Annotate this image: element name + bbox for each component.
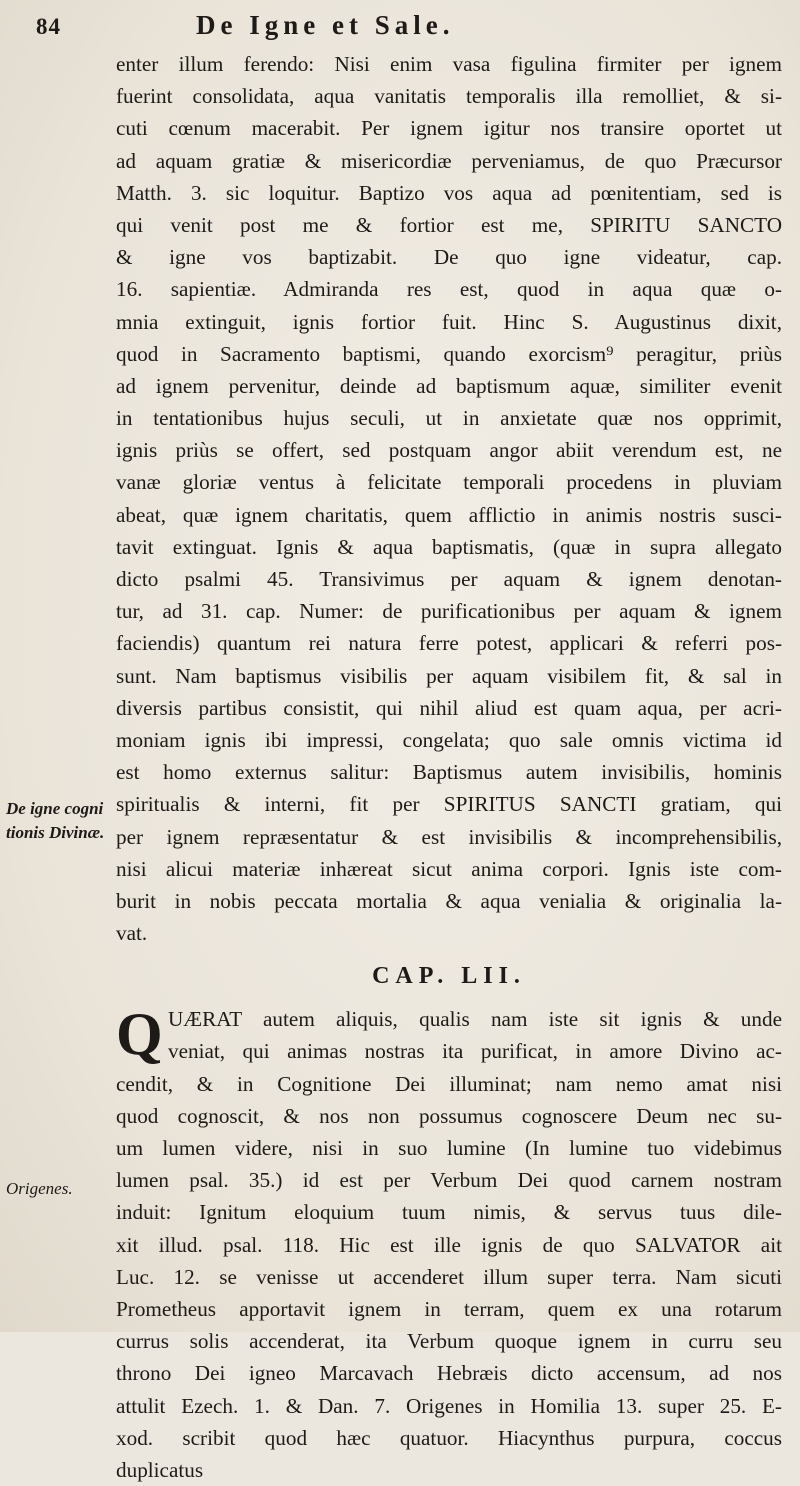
text-line: est homo externus salitur: Baptismus autem invisibilis, hominis xyxy=(116,760,782,785)
drop-capital: Q xyxy=(116,1001,163,1068)
text-line: throno Dei igneo Marcavach Hebræis dicto accensum, ad nos xyxy=(116,1361,782,1386)
text-line: Matth. 3. sic loquitur. Baptizo vos aqua ad pœnitentiam, sed is xyxy=(116,180,782,205)
text-line: vanæ gloriæ ventus à felicitate temporali procedens in pluviam xyxy=(116,470,782,495)
margin-note-origenes: Origenes. xyxy=(6,1179,73,1198)
text-line: induit: Ignitum eloquium tuum nimis, & servus tuus dile- xyxy=(116,1200,782,1225)
text-line: Q UÆRAT autem aliquis, qualis nam iste sit ignis & unde xyxy=(116,1001,782,1068)
margin-note-divine-cognition xyxy=(6,797,114,845)
text-line: nisi alicui materiæ inhæreat sicut anima corpori. Ignis iste com- xyxy=(116,856,782,881)
text-line: ignis priùs se offert, sed postquam angor abiit verendum est, ne xyxy=(116,438,782,463)
text-line: vat. xyxy=(116,921,148,946)
text-line: xit illud. psal. 118. Hic est ille ignis de quo SALVATOR ait xyxy=(116,1232,782,1257)
text-line: diversis partibus consistit, qui nihil aliud est quam aqua, per acri- xyxy=(116,695,782,720)
text-line: faciendis) quantum rei natura ferre potest, applicari & referri pos- xyxy=(116,631,782,656)
text-line: tur, ad 31. cap. Numer: de purificationibus per aquam & ignem xyxy=(116,599,782,624)
text-line: per ignem repræsentatur & est invisibilis & incomprehensibilis, xyxy=(116,824,782,849)
text-line: ad aquam gratiæ & misericordiæ perveniamus, de quo Præcursor xyxy=(116,148,782,173)
text-line: tavit extinguat. Ignis & aqua baptismatis, (quæ in supra allegato xyxy=(116,534,782,559)
text-line: lumen psal. 35.) id est per Verbum Dei quod carnem nostram xyxy=(116,1168,782,1193)
text-line: veniat, qui animas nostras ita purificat, in amore Divino ac- xyxy=(168,1039,782,1064)
text-line: moniam ignis ibi impressi, congelata; quo sale omnis victima id xyxy=(116,727,782,752)
text-line: sunt. Nam baptismus visibilis per aquam visibilem fit, & sal in xyxy=(116,663,782,688)
text-line: quod cognoscit, & nos non possumus cognoscere Deum nec su- xyxy=(116,1103,782,1128)
margin-note-line: tionis Divinæ. xyxy=(6,823,105,842)
paragraph-1 xyxy=(116,48,782,949)
body-text xyxy=(116,48,782,1486)
chapter-title: CAP. LII. xyxy=(372,963,526,990)
text-line: burit in nobis peccata mortalia & aqua venialia & originalia la- xyxy=(116,888,782,913)
page-header xyxy=(36,10,776,44)
text-line: qui venit post me & fortior est me, SPIRITU SANCTO xyxy=(116,212,782,237)
text-line: attulit Ezech. 1. & Dan. 7. Origenes in Homilia 13. super 25. E- xyxy=(116,1393,782,1418)
margin-note-line: De igne cogni xyxy=(6,799,104,818)
text-line: spiritualis & interni, fit per SPIRITUS SANCTI gratiam, qui xyxy=(116,792,782,817)
text-line: duplicatus xyxy=(116,1457,204,1482)
text-line: xod. scribit quod hæc quatuor. Hiacynthus purpura, coccus xyxy=(116,1425,782,1450)
text-line: um lumen videre, nisi in suo lumine (In lumine tuo videbimus xyxy=(116,1136,782,1160)
text-line: enter illum ferendo: Nisi enim vasa figulina firmiter per ignem xyxy=(116,52,782,76)
text-line: cuti cœnum macerabit. Per ignem igitur nos transire oportet ut xyxy=(116,116,782,141)
text-line: ad ignem pervenitur, deinde ad baptismum aquæ, similiter evenit xyxy=(116,373,782,398)
text-line: fuerint consolidata, aqua vanitatis temporalis illa remolliet, & si- xyxy=(116,84,782,109)
text-line: Prometheus apportavit ignem in terram, quem ex una rotarum xyxy=(116,1296,782,1321)
text-line: Luc. 12. se venisse ut accenderet illum super terra. Nam sicuti xyxy=(116,1264,782,1289)
text-line: & igne vos baptizabit. De quo igne videatur, cap. xyxy=(116,245,782,270)
paragraph-2 xyxy=(116,1003,782,1486)
text-line: 16. sapientiæ. Admiranda res est, quod in aqua quæ o- xyxy=(116,277,782,302)
text-line: mnia extinguit, ignis fortior fuit. Hinc S. Augustinus dixit, xyxy=(116,309,782,334)
text-line: cendit, & in Cognitione Dei illuminat; nam nemo amat nisi xyxy=(116,1071,782,1096)
text-line: quod in Sacramento baptismi, quando exorcism⁹ peragitur, priùs xyxy=(116,341,782,366)
text-line: currus solis accenderat, ita Verbum quoque ignem in curru seu xyxy=(116,1329,782,1354)
text-line: abeat, quæ ignem charitatis, quem afflictio in animis nostris susci- xyxy=(116,502,782,527)
running-title: De Igne et Sale. xyxy=(196,10,455,40)
text-line: dicto psalmi 45. Transivimus per aquam & ignem denotan- xyxy=(116,567,782,591)
text-line: in tentationibus hujus seculi, ut in anxietate quæ nos opprimit, xyxy=(116,406,782,431)
page-number: 84 xyxy=(36,14,61,39)
